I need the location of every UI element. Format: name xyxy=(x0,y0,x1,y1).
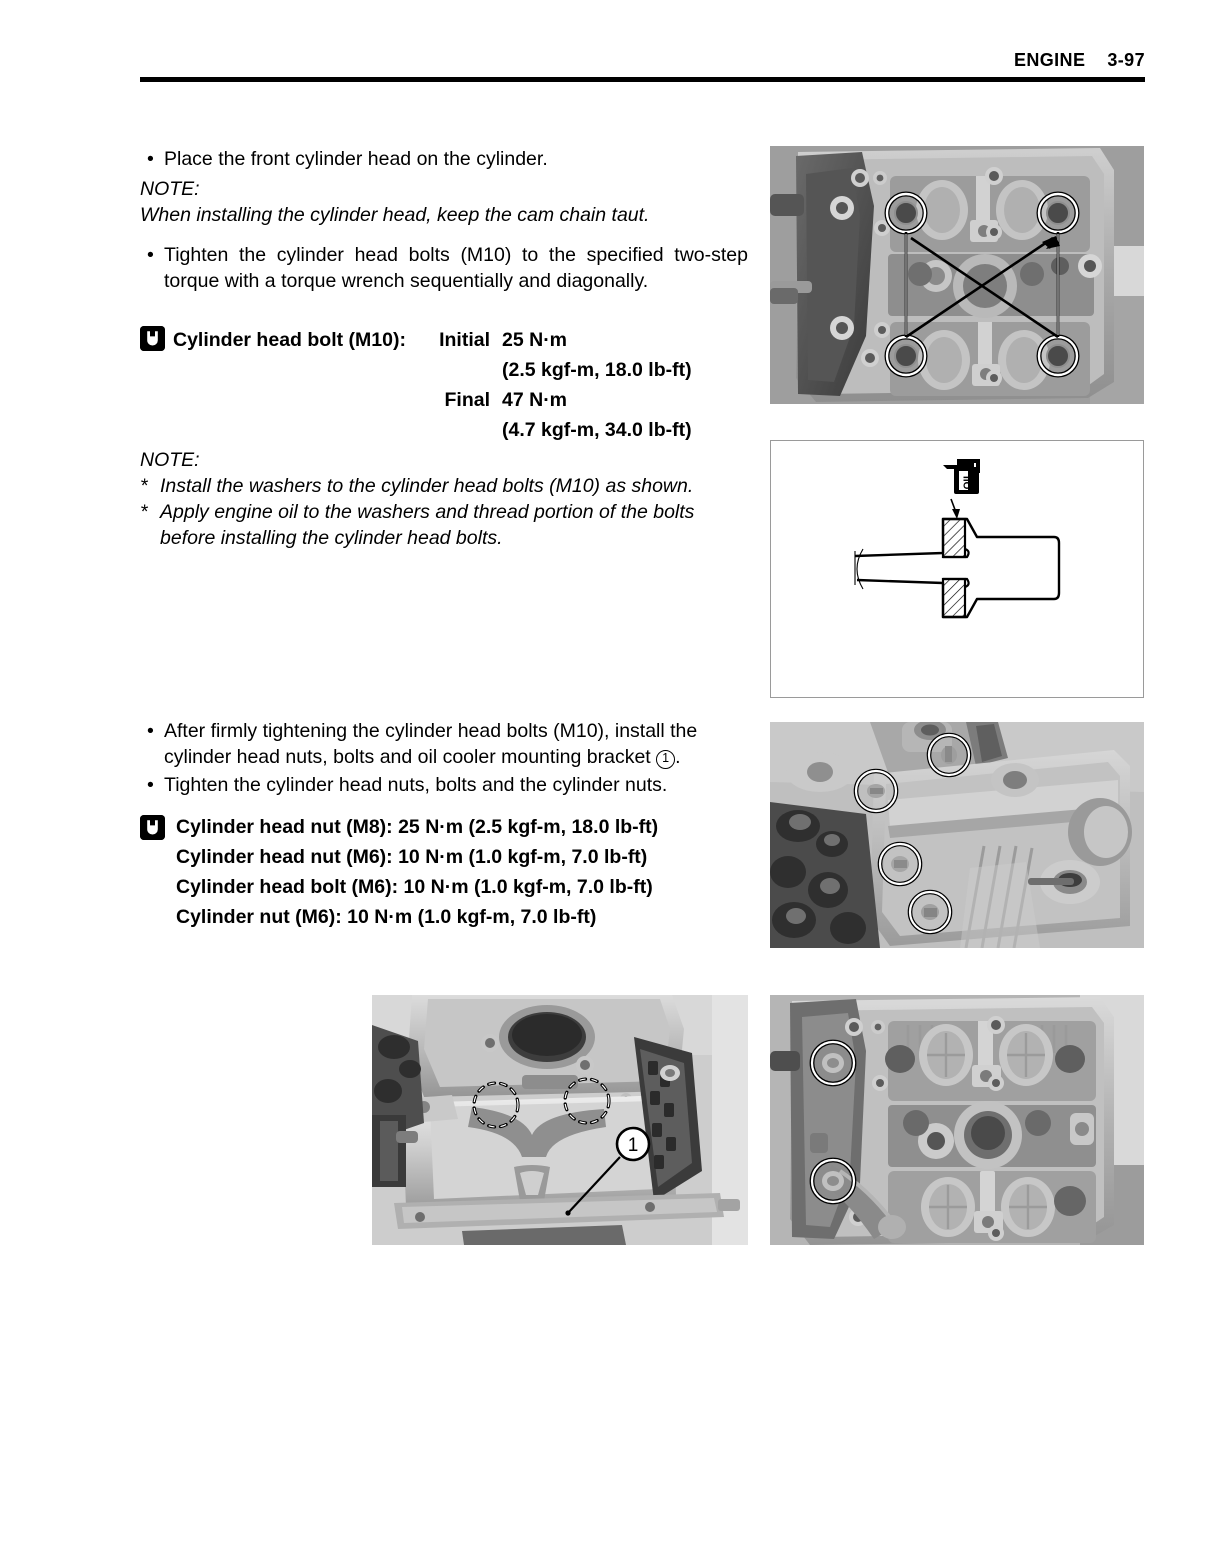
note-label-1: NOTE: xyxy=(140,178,200,200)
torque-spec-line-text: Cylinder head nut (M6): 10 N·m (1.0 kgf-m, 7.0 lb-ft) xyxy=(176,846,648,868)
torque-spec-line xyxy=(140,842,760,872)
fastener-head xyxy=(941,746,957,764)
header-page-number: 3-97 xyxy=(1107,50,1145,70)
note-star-item-2-text: Apply engine oil to the washers and thread portion of the bolts before installing the cylinder head bolts. xyxy=(160,501,695,549)
figure-cylinder-head-nuts-right xyxy=(770,722,1144,948)
instruction-block-top xyxy=(140,146,748,296)
torque-spec-name: Cylinder head bolt (M10): xyxy=(173,329,406,351)
header-chapter: ENGINE xyxy=(1013,50,1086,70)
torque-spec-line-text: Cylinder head nut (M8): 25 N·m (2.5 kgf-m, 18.0 lb-ft) xyxy=(176,816,659,838)
torque-row xyxy=(140,415,748,445)
washer-upper xyxy=(943,519,965,557)
svg-text:OIL: OIL xyxy=(962,472,974,490)
step-install-bracket-text: After firmly tightening the cylinder head bolts (M10), install the cylinder head nuts, bolts and oil cooler mounting bracket xyxy=(164,720,698,768)
header-rule xyxy=(140,77,1145,82)
fastener-head xyxy=(867,784,885,798)
figure-cylinder-head-bolt-pattern xyxy=(770,146,1144,404)
bullet-glyph: • xyxy=(147,720,154,742)
fastener-head xyxy=(822,1053,844,1073)
step-tighten-nuts-text: Tighten the cylinder head nuts, bolts and the cylinder nuts. xyxy=(164,774,668,796)
step-install-bracket-period: . xyxy=(675,746,681,768)
torque-step-label: Final xyxy=(444,389,490,411)
torque-wrench-icon xyxy=(140,326,165,351)
m10-bolt-hole xyxy=(1047,202,1069,224)
fastener-head xyxy=(891,856,909,872)
m10-bolt-hole xyxy=(895,345,917,367)
torque-spec-lead xyxy=(140,325,406,355)
torque-spec-list xyxy=(140,812,760,932)
note-label-2: NOTE: xyxy=(140,449,200,471)
bullet-glyph: • xyxy=(147,774,154,796)
torque-value: (2.5 kgf-m, 18.0 lb-ft) xyxy=(502,359,692,381)
torque-value: 47 N·m xyxy=(502,389,568,411)
torque-spec-line-text: Cylinder head bolt (M6): 10 N·m (1.0 kgf-m, 7.0 lb-ft) xyxy=(176,876,653,898)
torque-row xyxy=(140,325,748,355)
torque-spec-cylinder-head-bolt-m10 xyxy=(140,325,748,445)
torque-wrench-icon xyxy=(140,814,165,844)
torque-spec-line-text: Cylinder nut (M6): 10 N·m (1.0 kgf-m, 7.0 lb-ft) xyxy=(176,906,597,928)
bullet-glyph: • xyxy=(147,244,154,266)
step-place-cylinder-head xyxy=(140,146,748,172)
star-glyph: * xyxy=(140,475,148,497)
torque-spec-line xyxy=(140,902,760,932)
torque-value: 25 N·m xyxy=(502,329,568,351)
washer-lower xyxy=(943,579,965,617)
torque-row xyxy=(140,385,748,415)
step-tighten-m10 xyxy=(140,242,748,294)
callout-number-inline: 1 xyxy=(656,750,675,769)
m10-bolt-hole xyxy=(895,202,917,224)
figure-oil-cooler-mounting-bracket xyxy=(372,995,748,1245)
step-tighten-m10-text: Tighten the cylinder head bolts (M10) to the specified two-step torque with a torque wrench sequentially and diagonally. xyxy=(164,244,748,292)
step-install-bracket xyxy=(140,718,748,770)
fastener-head xyxy=(921,904,939,920)
torque-row xyxy=(140,355,748,385)
figure-washer-cross-section xyxy=(770,440,1144,698)
svg-text:1: 1 xyxy=(627,1135,639,1156)
step-place-cylinder-head-text: Place the front cylinder head on the cylinder. xyxy=(164,148,548,170)
torque-spec-line xyxy=(140,872,760,902)
note-star-item-1-text: Install the washers to the cylinder head bolts (M10) as shown. xyxy=(160,475,694,497)
header-title xyxy=(1014,50,1145,71)
page-header xyxy=(140,50,1145,82)
note-text-1: When installing the cylinder head, keep the cam chain taut. xyxy=(140,204,650,226)
torque-spec-line xyxy=(140,812,760,842)
figure-cylinder-head-nuts-left-side xyxy=(770,995,1144,1245)
m10-bolt-hole xyxy=(1047,345,1069,367)
torque-step-label: Initial xyxy=(439,329,490,351)
star-glyph: * xyxy=(140,501,148,523)
note-star-item-1 xyxy=(140,473,748,499)
torque-value: (4.7 kgf-m, 34.0 lb-ft) xyxy=(502,419,692,441)
instruction-block-lower xyxy=(140,718,748,800)
bullet-glyph: • xyxy=(147,148,154,170)
note-block-washers xyxy=(140,447,748,551)
step-tighten-nuts xyxy=(140,772,748,798)
torque-wrench-icon-shape xyxy=(140,815,165,840)
fastener-head xyxy=(822,1171,844,1191)
note-star-item-2 xyxy=(140,499,748,551)
